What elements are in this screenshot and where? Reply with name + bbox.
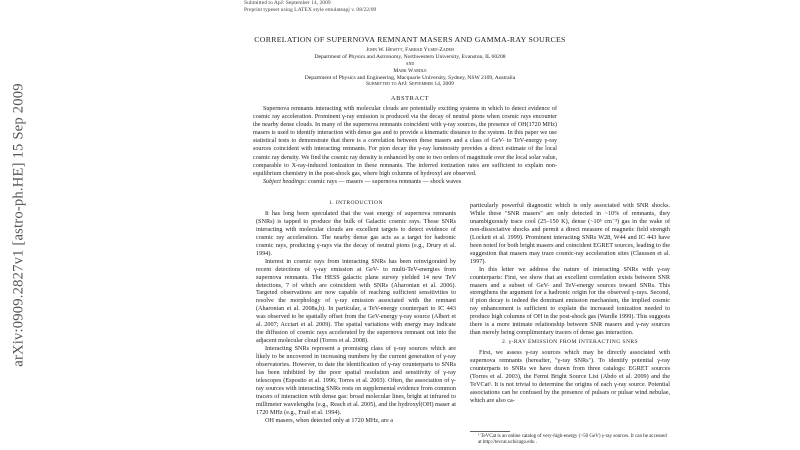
paragraph: In this letter we address the nature of interacting SNRs with γ-ray counterparts: First, we show that an excellent correlation exists between SNR masers and a subset of GeV- and TeV-energy sources toward SNRs. This strengthens the argument for a hadronic origin for the observed γ-rays. Second, if pion decay is indeed the dominant emission mechanism, the implied cosmic ray enhancement is sufficient to explain the increased ionization needed to produce high columns of OH in the post-shock gas (Wardle 1999). This suggests there is a more intimate relationship between SNR masers and γ-ray sources than merely being complimentary tracers of dense gas interaction.	[470, 265, 670, 337]
abstract-heading: ABSTRACT	[390, 95, 430, 102]
paragraph: Interacting SNRs represent a promising class of γ-ray sources which are likely to be uncovered in increasing numbers by the current generation of γ-ray observatories. However, to date the identification of γ-ray counterparts to SNRs has been inhibited by the poor spatial resolution and sensitivity of γ-ray telescopes (Esposito et al. 1996; Torres et al. 2003). Often, the association of γ-ray sources with interacting SNRs rests on supplemental evidence from common tracers of interaction with dense gas: broad molecular lines, bright at infrared to millimeter wavelengths (e.g., Reach et al. 2005), and the hydroxyl(OH) maser at 1720 MHz (e.g., Frail et al. 1994).	[256, 345, 457, 416]
footnote: ¹ TeVCat is an online catalog of very-high-energy (>50 GeV) γ-ray sources. It can be accessed at http://tevcat.uchicago.edu .	[478, 434, 667, 446]
arxiv-margin-label	[0, 0, 38, 450]
paragraph: particularly powerful diagnostic which is only associated with SNR shocks. While these "SNR masers" are only detected in ~10% of remnants, they unambiguously trace cool (25–150 K), dense (~10⁵ cm⁻³) gas in the wake of non-dissociative shocks and permit a direct measure of magnetic field strength (Lockett et al. 1999). Prominent interacting SNRs W28, W44 and IC 443 have been noted for both bright masers and coincident EGRET sources, leading to the suggestion that masers may trace cosmic-ray acceleration sites (Claussen et al. 1997).	[470, 202, 670, 265]
paragraph: OH masers, when detected only at 1720 MHz, are a	[265, 416, 394, 424]
running-header	[244, 0, 376, 14]
submitted-line: Submitted to ApJ: September 14, 2009	[366, 81, 454, 87]
paragraph: First, we assess γ-ray sources which may be directly associated with supernova remnants (hereafter, "γ-ray SNRs"). To identify potential γ-ray counterparts to SNRs we have drawn from three catalogs: EGRET sources (Torres et al. 2003), the Fermi Bright Source List (Abdo et al. 2009) and the TeVCat¹. It is not trivial to determine the origins of each γ-ray source. Potential associations can be confused by the presence of pulsars or pulsar wind nebulae, which are also ca-	[470, 349, 670, 404]
arxiv-identifier: arXiv:0909.2827v1 [astro-ph.HE] 15 Sep 2009	[10, 83, 27, 367]
keywords-label: Subject headings:	[263, 178, 307, 185]
preprint-note: Preprint typeset using LATEX style emulateapj v. 08/22/09	[244, 7, 377, 13]
abstract	[253, 105, 557, 186]
and-separator: and	[405, 61, 415, 67]
paragraph: It has long been speculated that the vast energy of supernova remnants (SNRs) is tapped to produce the bulk of Galactic cosmic rays. Those SNRs interacting with molecular clouds are excellent targets to detect evidence of cosmic ray acceleration. The nearby dense gas acts as a target for hadronic cosmic rays, producing γ-rays via the decay of neutral pions (e.g., Drury et al. 1994).	[256, 209, 456, 257]
authors-primary: John W. Hewitt, Farhad Yusef-Zadeh	[366, 47, 454, 53]
paragraph: Interest in cosmic rays from interacting SNRs has been reinvigorated by recent detections of γ-ray emission at GeV- to multi-TeV-energies from supernova remnants. The HESS galactic plane survey yielded 14 new TeV detections, 7 of which are coincident with SNRs (Aharonian et al. 2006). Targeted observations are now capable of reaching sufficient sensitivities to resolve the morphology of γ-ray emission associated with the remnant (Aharonian et al. 2008a,b). In particular, a TeV-energy counterpart to IC 443 was observed to be spatially offset from the GeV-energy γ-ray source (Albert et al. 2007; Acciari et al. 2009). The spatial variations with energy may indicate the diffusion of cosmic rays accelerated by the supernova remnant out into the adjacent molecular cloud (Torres et al. 2008).	[256, 257, 456, 345]
abstract-body: Supernova remnants interacting with molecular clouds are potentially exciting systems in which to detect evidence of cosmic ray acceleration. Prominent γ-ray emission is produced via the decay of neutral pions when cosmic rays encounter the nearby dense clouds. In many of the supernova remnants coincident with γ-ray sources, the presence of OH(1720 MHz) masers is used to identify interaction with dense gas and to provide a kinematic distance to the system. In this paper we use statistical tests to demonstrate that there is a correlation between these masers and a class of GeV- to TeV-energy γ-ray sources coincident with interacting remnants. For pion decay the γ-ray luminosity provides a direct estimate of the local cosmic ray density. We find the cosmic ray density is enhanced by one to two orders of magnitude over the local solar value, comparable to X-ray-induced ionization in these remnants. The inferred ionization rates are sufficient to explain non-equilibrium chemistry in the post-shock gas, where high columns of hydroxyl are observed.	[253, 106, 557, 177]
section-heading-gamma-ray-emission: 2. γ-RAY EMISSION FROM INTERACTING SNRS	[501, 339, 639, 346]
left-column	[256, 198, 456, 425]
paper-title: CORRELATION OF SUPERNOVA REMNANT MASERS AND GAMMA-RAY SOURCES	[254, 35, 566, 44]
submission-date: Submitted to ApJ: September 14, 2009	[244, 0, 331, 6]
author-secondary: Mark Wardle	[393, 68, 427, 74]
footnote-rule	[470, 431, 510, 432]
affiliation-primary: Department of Physics and Astronomy, Northwestern University, Evanston, IL 60208	[314, 54, 506, 60]
affiliation-secondary: Department of Physics and Engineering, Macquarie University, Sydney, NSW 2109, Australia	[304, 75, 516, 81]
right-column	[470, 202, 670, 405]
subject-headings	[253, 178, 557, 186]
section-heading-introduction: 1. INTRODUCTION	[329, 200, 383, 206]
keywords-list: cosmic rays — masers — supernova remnants — shock waves	[308, 178, 462, 185]
